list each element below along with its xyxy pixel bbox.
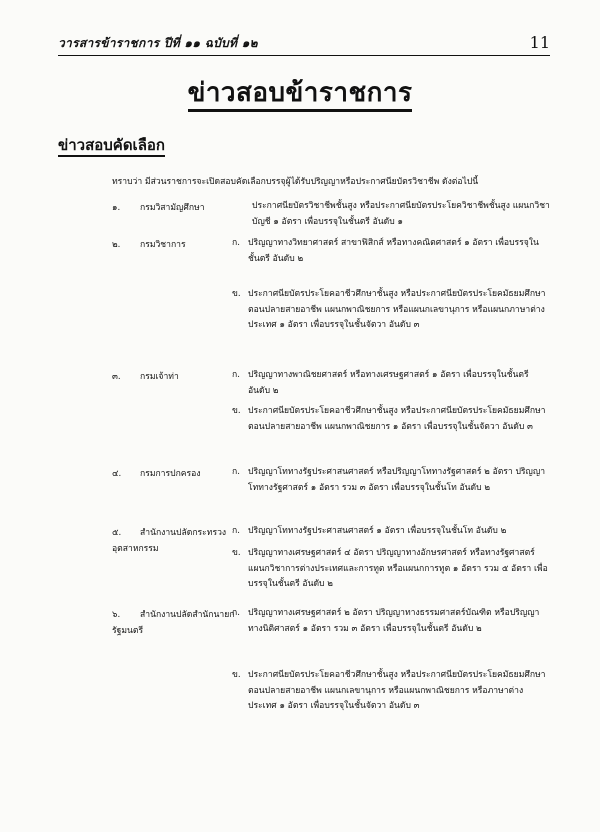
agency-3 <box>112 369 240 385</box>
agency-2-item-a <box>232 236 550 267</box>
agency-number: ๒. <box>112 240 121 250</box>
agency-5 <box>112 525 240 557</box>
item-text: ปริญญาทางเศรษฐศาสตร์ ๔ อัตรา ปริญญาทางอักษรศาสตร์ หรือทางรัฐศาสตร์ แผนกวิชาการต่างประเทศและการทูต หรือแผนกการทูต ๑ อัตรา รวม ๕ อัตรา เพื่อบรรจุในชั้นตรี อันดับ ๒ <box>248 548 548 590</box>
agency-3-item-b <box>232 404 550 435</box>
section-title: ข่าวสอบคัดเลือก <box>58 133 165 157</box>
agency-number: ๖. <box>112 610 121 620</box>
agency-6 <box>112 607 240 639</box>
agency-5-item-a <box>232 524 550 540</box>
item-marker: ข. <box>232 670 241 680</box>
item-marker: ก. <box>232 467 240 477</box>
item-text: ปริญญาโททางรัฐประศาสนศาสตร์ หรือปริญญาโททางรัฐศาสตร์ ๒ อัตรา ปริญญาโททางรัฐศาสตร์ ๑ อัตรา รวม ๓ อัตรา เพื่อบรรจุในชั้นโท อันดับ ๒ <box>248 467 546 493</box>
agency-2-item-b <box>232 287 550 334</box>
agency-number: ๑. <box>112 203 121 213</box>
item-marker: ก. <box>232 238 240 248</box>
item-text: ปริญญาโททางรัฐประศาสนศาสตร์ ๑ อัตรา เพื่อบรรจุในชั้นโท อันดับ ๒ <box>248 526 507 536</box>
item-marker: ก. <box>232 608 240 618</box>
header-rule <box>58 55 550 56</box>
item-text: ประกาศนียบัตรประโยคอาชีวศึกษาชั้นสูง หรือประกาศนียบัตรประโยคมัธยมศึกษาตอนปลายสายอาชีพ แผนกพาณิชยการ ๑ อัตรา เพื่อบรรจุในชั้นจัตวา อันดับ ๓ <box>248 406 546 432</box>
item-text: ประกาศนียบัตรวิชาชีพชั้นสูง หรือประกาศนียบัตรประโยควิชาชีพชั้นสูง แผนกวิชาบัญชี ๑ อัตรา เพื่อบรรจุในชั้นตรี อันดับ ๑ <box>252 201 550 227</box>
agency-2 <box>112 237 240 253</box>
agency-name: สำนักงานปลัดกระทรวงอุตสาหกรรม <box>112 528 227 554</box>
agency-4-item-a <box>232 465 550 496</box>
intro-paragraph: ทราบว่า มีส่วนราชการจะเปิดสอบคัดเลือกบรรจุผู้ได้รับปริญญาหรือประกาศนียบัตรวิชาชีพ ดังต่อไปนี้ <box>112 177 479 187</box>
item-marker: ข. <box>232 406 241 416</box>
item-text: ปริญญาทางเศรษฐศาสตร์ ๒ อัตรา ปริญญาทางธรรมศาสตร์บัณฑิต หรือปริญญาทางนิติศาสตร์ ๑ อัตรา รวม ๓ อัตรา เพื่อบรรจุในชั้นตรี อันดับ ๒ <box>248 608 540 634</box>
item-text: ประกาศนียบัตรประโยคอาชีวศึกษาชั้นสูง หรือประกาศนียบัตรประโยคมัธยมศึกษาตอนปลายสายอาชีพ แผนกเลขานุการ หรือแผนกพาณิชยการ หรือภาษาต่างประเทศ ๑ อัตรา เพื่อบรรจุในชั้นจัตวา อันดับ ๓ <box>248 670 546 712</box>
agency-name: กรมการปกครอง <box>140 469 201 479</box>
agency-name: กรมวิสามัญศึกษา <box>140 203 205 213</box>
agency-number: ๕. <box>112 528 122 538</box>
item-text: ปริญญาทางพาณิชยศาสตร์ หรือทางเศรษฐศาสตร์ ๑ อัตรา เพื่อบรรจุในชั้นตรี อันดับ ๒ <box>248 370 529 396</box>
agency-name: กรมวิชาการ <box>140 240 186 250</box>
agency-1 <box>112 200 240 216</box>
running-header: วารสารข้าราชการ ปีที่ ๑๑ ฉบับที่ ๑๒ <box>58 36 258 50</box>
agency-number: ๔. <box>112 469 122 479</box>
agency-4 <box>112 466 240 482</box>
item-marker: ข. <box>232 548 241 558</box>
agency-6-item-b <box>232 668 550 715</box>
agency-6-item-a <box>232 606 550 637</box>
agency-5-item-b <box>232 546 550 593</box>
agency-name: สำนักงานปลัดสำนักนายกรัฐมนตรี <box>112 610 235 636</box>
agency-name: กรมเจ้าท่า <box>140 372 179 382</box>
item-text: ปริญญาทางวิทยาศาสตร์ สาขาฟิสิกส์ หรือทางคณิตศาสตร์ ๑ อัตรา เพื่อบรรจุในชั้นตรี อันดับ ๒ <box>248 238 539 264</box>
agency-1-item <box>232 199 550 230</box>
item-marker: ก. <box>232 526 240 536</box>
item-text: ประกาศนียบัตรประโยคอาชีวศึกษาชั้นสูง หรือประกาศนียบัตรประโยคมัธยมศึกษาตอนปลายสายอาชีพ แผนกพาณิชยการ หรือแผนกเลขานุการ หรือแผนกภาษาต่างประเทศ ๑ อัตรา เพื่อบรรจุในชั้นจัตวา อันดับ ๓ <box>248 289 546 331</box>
item-marker: ข. <box>232 289 241 299</box>
page-number: 11 <box>529 33 550 52</box>
agency-number: ๓. <box>112 372 121 382</box>
page-title: ข่าวสอบข้าราชการ <box>0 72 600 113</box>
item-marker: ก. <box>232 370 240 380</box>
agency-3-item-a <box>232 368 550 399</box>
